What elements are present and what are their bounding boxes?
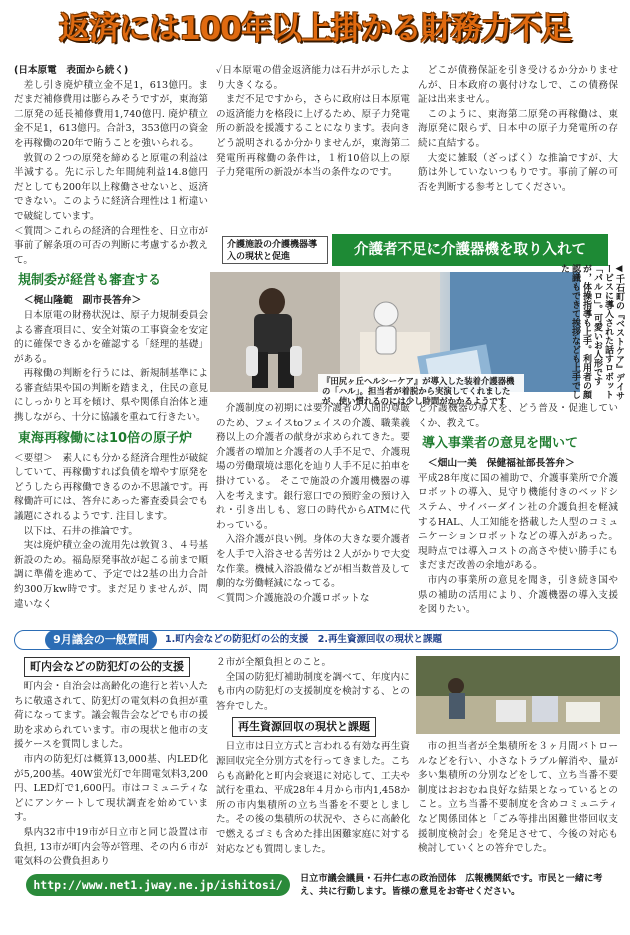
paragraph: どこが債務保証を引き受けるか分かりませんが、日本政府の裏付けなしで、この債務保証は出来ません。 [418, 65, 618, 106]
column-3 [418, 64, 618, 232]
paragraph: 市内の事業所の意見を聞き，引き続き国や県の補助の活用により、介護機器の導入支援を図りたい。 [418, 574, 618, 616]
assembly-topics: 1.町内会などの防犯灯の公的支援 2.再生資源回収の現状と課題 [165, 634, 442, 645]
section-heading: 規制委が経営も審査する [18, 273, 162, 289]
streetlight-heading: 町内会などの防犯灯の公的支援 [24, 657, 190, 677]
paragraph: 平成28年度に国の補助で、介護事業所で介護ロボットの導入、見守り機能付きのベッドシステム、サイバーダイン社の介護負担を軽減するHAL、人工知能を搭載した人型のコミュニケーションロボットなどの導入があった。現時点では導入コストの高さや使い勝手にもまだまだ改善の余地がある。 [418, 472, 618, 572]
column-6 [14, 680, 208, 870]
paragraph: 介護制度の初期には要介護者の人間的尊厳のため、フェイスtoフェイスの介護、職業義務以上の介護者の献身が求められてきた。要介護者の増加と介護者の人手不足で、介護現場の労働環境は悪化を辿り人手不足に拍車を掛けている。 そこで施設の介護用機器の導入を考えます。銀行窓口での預貯金の預け入れ・引き出しも、窓口の時代からATMに代わっている。 [216, 403, 410, 531]
website-url-link[interactable]: http://www.net1.jway.ne.jp/ishitosi/ [26, 874, 290, 896]
paragraph: 市の担当者が全集積所を３ヶ月間パトロールなどを行い、小さなトラブル解消や、量が多い集積所の分別などをして、立ち当番不要制度はおおむね良好な結果となっているとのこと。立ち当番不要制度を含めコミュニティなど関係団体と「ごみ等排出困難世帯回収支援制度検討会」を発足させて、今後の対応も検討していくとの答弁でした。 [418, 741, 618, 855]
recycling-photo [416, 656, 620, 734]
paragraph: 差し引き廃炉積立金不足1，613億円。まだまだ補修費用は膨らみそうですが，東海第二原発の延長補修費用1,740億円. 廃炉積立金不足1，613億円。合計3，353億円の資金を再稼働の20年で賄うことを強いられる。 [14, 79, 208, 149]
column-8 [418, 740, 618, 870]
column-1 [14, 64, 208, 624]
paragraph: まだ不足ですから，さらに政府は日本原電の返済能力を格段に上げるため、原子力発電所の新設を援護することになります。表向きどう説明されるか分かりませんが，東海第二発電所再稼働の条件は，１桁10倍以上の原子力発電所の新設が本当の条件なのです。 [216, 94, 410, 179]
paragraph: 全国の防犯灯補助制度を調べて、年度内にも市内の防犯灯の支援制度を検討する、との答弁でした。 [216, 671, 410, 712]
request: ＜要望＞ 素人にも分かる経済合理性が破綻していて、再稼働すれば負債を増やす原発をどうしたら再稼働できるのか不思議です。再稼働許可には、答弁にあった審査委員会でも議題にされるようです. 注目します。 [14, 452, 208, 523]
paragraph: ２市が全額負担とのこと。 [216, 657, 332, 668]
source-note: (日本原電 表面から続く) [14, 65, 129, 76]
question: ＜質問＞介護施設の介護ロボットな [216, 592, 370, 604]
hal-photo-caption: 『田尻ヶ丘ヘルシーケア』が導入した装着介護器機の「ハル」。担当者が着脱から実演してくれましたが、使い慣れるのには少し時間がかかるようです [318, 374, 524, 404]
paragraph: 日立市は日立方式と言われる有効な再生資源回収完全分別方式を行ってきました。こちらも高齢化と町内会衰退に対応して、工夫や試行を重ね、平成28年４月から市内1,458か所の市内集積所の立ち当番を不要としました。その後の集積所の状況や、さらに高齢化で燃えるゴミも含めた排出困難家庭に対する対応なども質問しました。 [216, 741, 410, 855]
recycling-photo-illustration [416, 656, 620, 734]
robot-caption-vertical: ◀千石町の『ベストケア』デイサービスに導入された話すロボット「パルロ」。可愛いお人形ですが，体操指導も上手。利用者の顔認識もできて挨拶なども上手でした [559, 264, 624, 400]
paragraph: 以下は、石井の推論です。 [23, 525, 138, 537]
column-7 [216, 656, 410, 870]
headline-text: 返済には100年以上掛かる財務力不足 [59, 11, 571, 47]
recycling-heading-wrap [216, 714, 410, 740]
paragraph: 町内会・自治会は高齢化の進行と若い人たちに敬遠されて、防犯灯の電気料の負担が重荷になってます。議会報告会などでも市の援助を求められています。市の現状と他市の支援ケースを質問しました。 [14, 681, 208, 751]
care-section-tag: 介護施設の介護機器導入の現状と促進 [222, 236, 328, 264]
column-4 [216, 402, 410, 624]
section-heading: 東海再稼働には10倍の原子炉 [18, 430, 193, 446]
paragraph: 実は廃炉積立金の流用先は敦賀３、４号基新設のため。福島原発事故が起こる前まで順調に準備を進めて、予定では2基の出力合計約300万kw時です。まだ足りませんが、問違いなく [14, 540, 208, 610]
paragraph: 市内の防犯灯は概算13,000基、内LED化が5,200基。40W蛍光灯で年間電気料3,200円、LED灯で1,600円。市はコミュニティなどにアンケートして現状調査を始めています。 [14, 753, 208, 824]
paragraph: ✓日本原電の借金返済能力は石井が示したより大きくなる。 [216, 65, 410, 91]
headline [0, 0, 630, 58]
footer-note: 日立市議会議員・石井仁志の政治団体 広報機関紙です。市民と一緒に考え、共に行動します。皆様の意見をお寄せください。 [300, 873, 603, 897]
paragraph: 敦賀の２つの原発を締めると原電の利益は半減する。先に示した年間純利益14.8億円だとしても200年以上稼働させないと、返済できない。このように経済合理性は１桁違いで破綻しています。 [14, 152, 208, 222]
speaker-label: ＜畑山一美 保健福祉部長答弁＞ [427, 458, 575, 470]
paragraph: このように、東海第二原発の再稼働は、東海原発に限らず、日本中の原子力発電所の存続に直結する。 [418, 108, 618, 149]
paragraph: 再稼働の判断を行うには、新規制基準による審査結果や国の判断を踏まえ，住民の意見にしっかりと耳を傾け、県や関係自治体と連携しながら、十分に協議を重ねて行きたい。 [14, 368, 208, 424]
paragraph: 日本原電の財務状況は、原子力規制委員会よる審査項目に、安全対策の工事資金を安定的に確保できるかを確認する「経理的基礎」がある。 [14, 309, 208, 365]
recycling-heading: 再生資源回収の現状と課題 [232, 717, 376, 737]
paragraph: ど介護機器の導入を、どう普及・促進していくか、教えて。 [418, 403, 618, 429]
assembly-label: 9月議会の一般質問 [45, 630, 157, 650]
assembly-question-bar [14, 630, 618, 650]
column-5 [418, 402, 618, 624]
section-heading: 導入事業者の意見を聞いて [422, 436, 579, 452]
question: ＜質問＞これらの経済的合理性を、日立市が事前了解条項の可否の判断に考慮するか教えて。 [14, 225, 208, 266]
paragraph: 入浴介護が良い例。身体の大きな要介護者を人手で入浴させる苦労は２人がかりで大変な作業。機械入浴設備などが相当数普及して劇的な労働軽減になってる。 [216, 534, 410, 590]
paragraph: 県内32市中19市が日立市と同じ設置は市負担, 13市が町内会等が管理、その内６市が電気料の公費負担あり [14, 826, 208, 868]
column-2 [216, 64, 410, 232]
speaker-label: ＜梶山隆範 副市長答弁＞ [23, 295, 142, 307]
paragraph: 大変に雑駁（ざっぱく）な推論ですが、大筋は外していないつもりです。事前了解の可否を判断する参考としてください。 [418, 152, 618, 193]
care-section-title: 介護者不足に介護器機を取り入れて [332, 234, 608, 266]
